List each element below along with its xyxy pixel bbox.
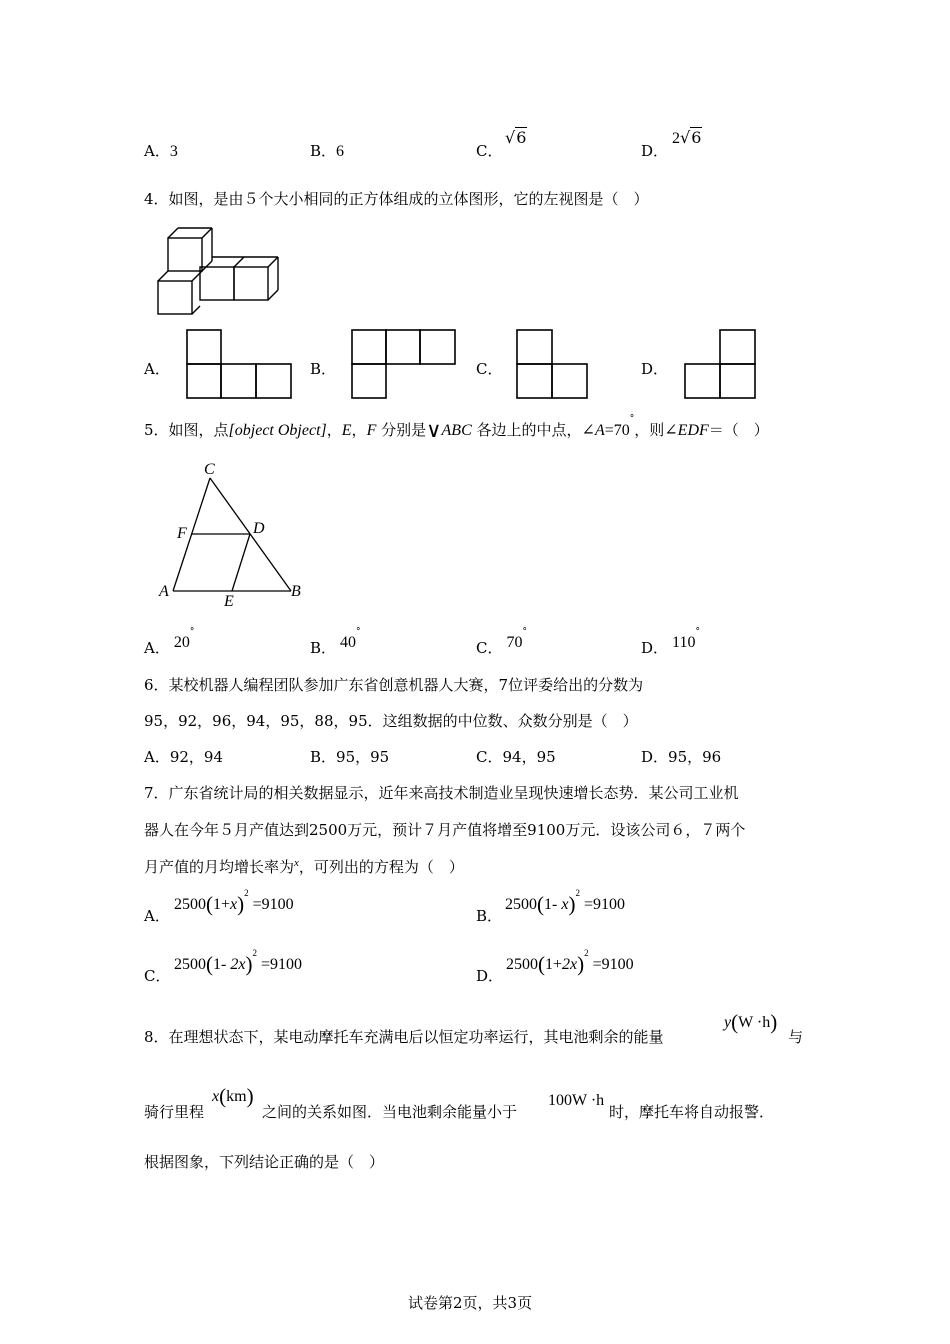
q4-option-c-figure <box>516 329 590 399</box>
q3-option-c-math: √6 <box>505 128 527 147</box>
q8-line-3: 根据图象，下列结论正确的是（ ） <box>144 1153 385 1171</box>
q3-option-b: B．6 <box>310 142 345 160</box>
q8-line-1: 8．在理想状态下，某电动摩托车充满电后以恒定功率运行，其电池剩余的能量 <box>144 1028 664 1046</box>
q4-option-d-label: D． <box>641 360 669 378</box>
q5-label-e: E <box>224 593 234 610</box>
page-footer: 试卷第2页，共3页 <box>408 1294 533 1312</box>
q3-option-d: D． <box>641 142 669 160</box>
q7-option-d-math: $2500(1+2x)^2 =9100$ <box>506 948 634 976</box>
q4-cube-figure <box>150 220 290 320</box>
q6-option-d: D．95，96 <box>641 748 722 766</box>
q4-option-a-figure <box>186 329 294 399</box>
q7-option-a-label: A． <box>144 907 170 925</box>
q6-option-b: B．95，95 <box>310 748 390 766</box>
q5-label-c: C <box>204 461 215 478</box>
q4-option-a-label: A． <box>144 360 170 378</box>
q7-option-b-math: 2500(1- x)$^2$ =9100 <box>505 888 625 916</box>
q6-line-1: 6．某校机器人编程团队参加广东省创意机器人大赛，7位评委给出的分数为 <box>144 676 644 694</box>
q3-option-d-math: 2√6 <box>672 128 702 147</box>
q5-label-d: D <box>253 520 265 537</box>
q8-threshold: 100W ·h <box>548 1092 605 1109</box>
q5-option-b: B． 40° <box>310 627 361 657</box>
q7-option-c-math: 2500(1- 2x)$^2$ =9100 <box>174 948 302 976</box>
q5-option-c: C． 70° <box>476 627 527 657</box>
q7-option-a-math: $2500(1+x)^2 =9100$ <box>174 888 294 916</box>
q5-label-a: A <box>159 583 169 600</box>
q6-option-a: A．92，94 <box>144 748 224 766</box>
q7-option-d-label: D． <box>476 967 504 985</box>
q7-line-3: 月产值的月均增长率为$^x$，可列出的方程为（ ） <box>144 857 464 876</box>
q8-line-2-mid: 之间的关系如图．当电池剩余能量小于 <box>262 1103 518 1121</box>
q4-option-b-label: B． <box>310 360 337 378</box>
q5-label-b: B <box>291 583 301 600</box>
q5-label-f: F <box>177 525 187 542</box>
q6-line-2: 95，92，96，94，95，88，95．这组数据的中位数、众数分别是（ ） <box>144 712 638 730</box>
q7-option-c-label: C． <box>144 967 171 985</box>
q8-line-2-start: 骑行里程 <box>144 1103 205 1121</box>
q7-option-b-label: B． <box>476 907 503 925</box>
q4-option-d-figure <box>684 329 758 399</box>
q6-option-c: C．94，95 <box>476 748 556 766</box>
q4-option-b-figure <box>351 329 459 399</box>
q8-line-2-end: 时，摩托车将自动报警． <box>609 1103 775 1121</box>
q5-option-a: A． 20° <box>144 627 195 657</box>
q3-option-a: A．3 <box>144 142 178 160</box>
q7-line-2: 器人在今年５月产值达到2500万元，预计７月产值将增至9100万元．设该公司６，７两个 <box>144 821 746 839</box>
q3-option-c: C． <box>476 142 503 160</box>
q4-stem: 4．如图，是由５个大小相同的正方体组成的立体图形，它的左视图是（ ） <box>144 190 649 208</box>
q8-y-unit: y(W ·h) <box>724 1010 778 1034</box>
q7-line-1: 7．广东省统计局的相关数据显示，近年来高技术制造业呈现快速增长态势．某公司工业机 <box>144 784 739 802</box>
q4-option-c-label: C． <box>476 360 503 378</box>
q8-x-unit: x(km) <box>212 1084 254 1108</box>
q8-line-1-tail: 与 <box>788 1028 804 1046</box>
q5-stem: 5．如图，点[object Object]，E，F 分别是∨ABC 各边上的中点，∠A=70°，则∠EDF＝（ ） <box>144 414 769 442</box>
q5-option-d: D． 110° <box>641 627 700 657</box>
